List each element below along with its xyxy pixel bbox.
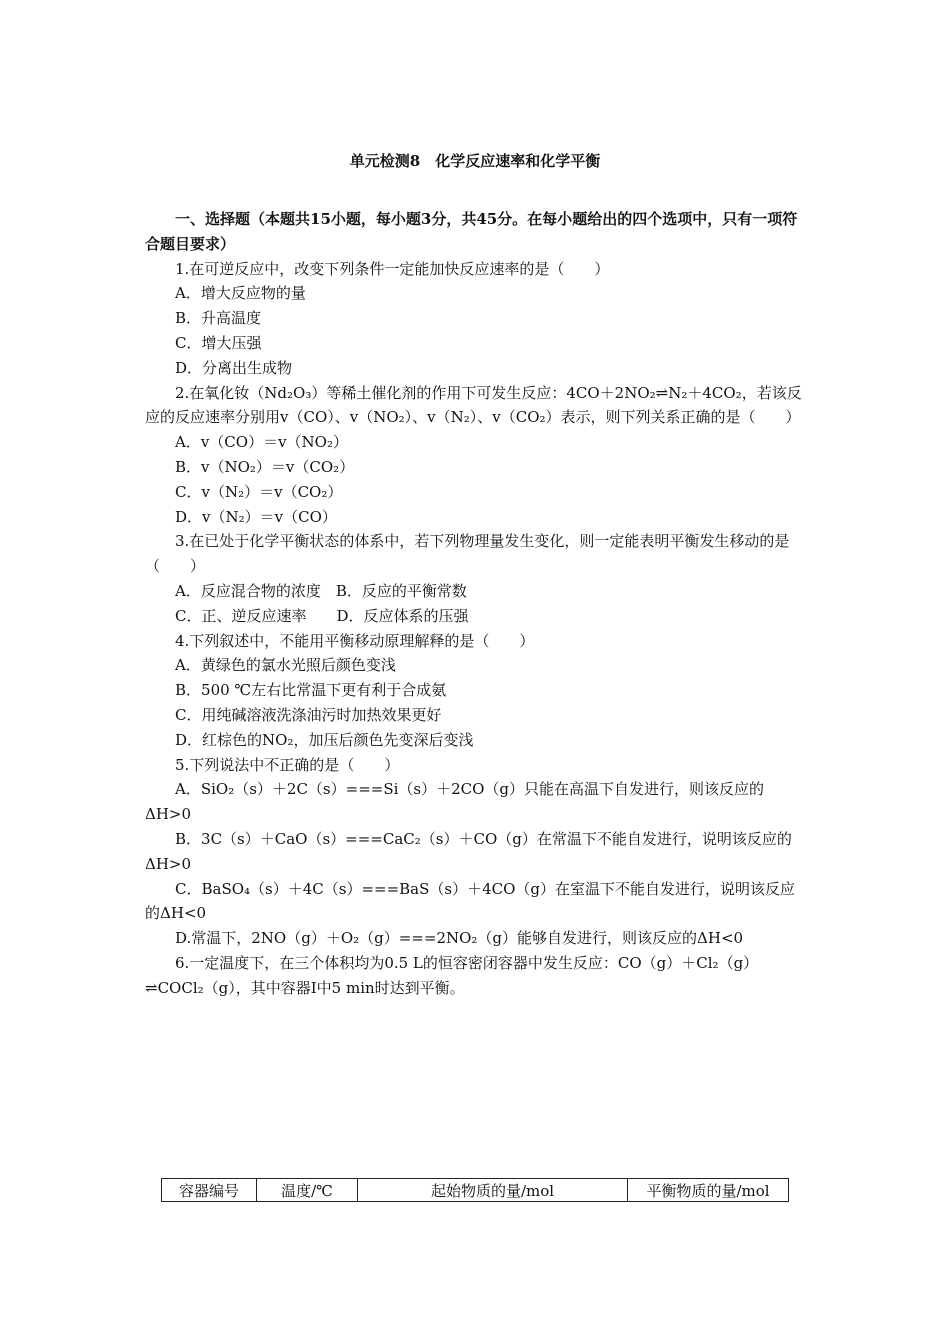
question-content	[145, 207, 807, 1001]
question-option: B．500 ℃左右比常温下更有利于合成氨	[175, 681, 447, 700]
section-heading: 一、选择题（本题共15小题，每小题3分，共45分。在每小题给出的四个选项中，只有一项符合题目要求）	[145, 210, 798, 253]
question-option: C．用纯碱溶液洗涤油污时加热效果更好	[175, 705, 442, 724]
question-option: C．BaSO₄（s）＋4C（s）===BaS（s）＋4CO（g）在室温下不能自发进行，说明该反应的ΔH<0	[145, 879, 796, 923]
question-option: C．v（N₂）＝v（CO₂）	[175, 482, 343, 501]
question-option: A．增大反应物的量	[175, 284, 306, 303]
question-option: A．反应混合物的浓度 B．反应的平衡常数	[175, 581, 467, 600]
question-option: B．升高温度	[175, 309, 262, 328]
table-header-row	[162, 1179, 789, 1202]
page-title: 单元检测8 化学反应速率和化学平衡	[349, 152, 601, 170]
table-header-cell: 容器编号	[162, 1179, 257, 1202]
question-stem: 2.在氧化钕（Nd₂O₃）等稀土催化剂的作用下可发生反应：4CO＋2NO₂⇌N₂＋4CO₂，若该反应的反应速率分别用v（CO）、v（NO₂）、v（N₂）、v（CO₂）表示，则下列关系正确的是（ ）	[145, 383, 802, 427]
question-stem: 6.一定温度下，在三个体积均为0.5 L的恒容密闭容器中发生反应：CO（g）＋Cl₂（g）⇌COCl₂（g），其中容器Ⅰ中5 min时达到平衡。	[145, 953, 759, 997]
question-stem: 1.在可逆反应中，改变下列条件一定能加快反应速率的是（ ）	[175, 259, 610, 278]
question-stem: 4.下列叙述中，不能用平衡移动原理解释的是（ ）	[175, 631, 535, 650]
question-option: D．v（N₂）＝v（CO）	[175, 507, 337, 526]
question-option: B．3C（s）＋CaO（s）===CaC₂（s）＋CO（g）在常温下不能自发进行，说明该反应的ΔH>0	[145, 829, 792, 873]
table-header-cell: 起始物质的量/mol	[358, 1179, 628, 1202]
question-option: A．黄绿色的氯水光照后颜色变浅	[175, 656, 396, 675]
question-option: A．SiO₂（s）＋2C（s）===Si（s）＋2CO（g）只能在高温下自发进行，则该反应的ΔH>0	[145, 780, 765, 824]
question-stem: 3.在已处于化学平衡状态的体系中，若下列物理量发生变化，则一定能表明平衡发生移动的是（ ）	[145, 532, 790, 576]
table-header-cell: 温度/℃	[257, 1179, 358, 1202]
question-option: C．正、逆反应速率 D．反应体系的压强	[175, 606, 469, 625]
question-option: A．v（CO）＝v（NO₂）	[175, 433, 348, 452]
question-option: D．分离出生成物	[175, 358, 293, 377]
table-header-cell: 平衡物质的量/mol	[628, 1179, 789, 1202]
question-option: D.常温下，2NO（g）＋O₂（g）===2NO₂（g）能够自发进行，则该反应的ΔH<0	[175, 929, 744, 948]
question-stem: 5.下列说法中不正确的是（ ）	[175, 755, 400, 774]
question-option: D．红棕色的NO₂，加压后颜色先变深后变浅	[175, 730, 474, 749]
question-option: B．v（NO₂）＝v（CO₂）	[175, 457, 355, 476]
question-option: C．增大压强	[175, 333, 262, 352]
data-table	[161, 1178, 789, 1202]
